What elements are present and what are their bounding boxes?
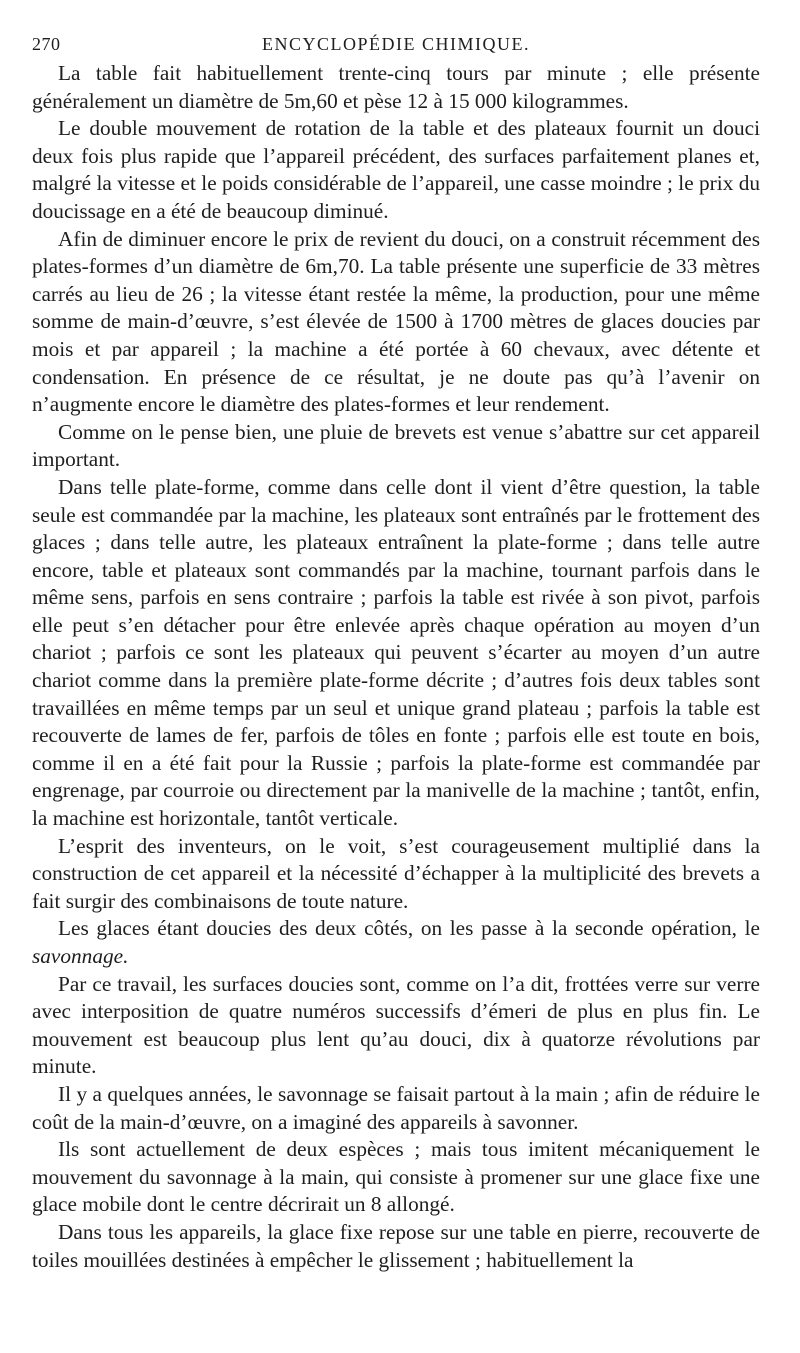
paragraph-savonnage-process: Par ce travail, les surfaces doucies sont, comme on l’a dit, frottées verre sur verre avec interposition de quatre numéros successifs d’émeri de plus en plus fin. Le mouvement est beaucoup plus lent qu’au douci, dix à quatorze révolutions par minute. [32, 971, 760, 1079]
paragraph-manual-savonnage: Il y a quelques années, le savonnage se faisait partout à la main ; afin de réduire le coût de la main-d’œuvre, on a imaginé des appareils à savonner. [32, 1081, 760, 1134]
running-title: ENCYCLOPÉDIE CHIMIQUE. [262, 34, 530, 54]
paragraph-platform-variants: Dans telle plate-forme, comme dans celle dont il vient d’être question, la table seule est commandée par la machine, les plateaux sont entraînés par le frottement des glaces ; dans telle autre, les plateaux entraînent la plate-forme ; dans telle autre encore, table et plateaux sont commandés par la machine, tournant parfois dans le même sens, parfois en sens contraire ; parfois la table est rivée à son pivot, parfois elle peut s’en détacher pour être enlevée après chaque opération au moyen d’un chariot ; parfois ce sont les plateaux qui peuvent s’écarter au moyen d’un autre chariot comme dans la première plate-forme décrite ; d’autres fois deux tables sont travaillées en même temps par un seul et unique grand plateau ; parfois la table est recouverte de lames de fer, parfois de tôles en fonte ; parfois elle est toute en bois, comme il en a été fait pour la Russie ; parfois la plate-forme est commandée par engrenage, par courroie ou directement par la manivelle de la machine ; tantôt, enfin, la machine est horizontale, tantôt verticale. [32, 474, 760, 831]
body-text [32, 60, 760, 1274]
paragraph-table-rotation: La table fait habituellement trente-cinq tours par minute ; elle présente généralement un diamètre de 5m,60 et pèse 12 à 15 000 kilogrammes. [32, 61, 760, 113]
page-number: 270 [32, 34, 61, 54]
paragraph-second-operation-text: Les glaces étant doucies des deux côtés, on les passe à la seconde opération, le [58, 916, 760, 941]
paragraph-inventors: L’esprit des inventeurs, on le voit, s’est courageusement multiplié dans la construction de cet appareil et la nécessité d’échapper à la multiplicité des brevets a fait surgir des combinaisons de toute nature. [32, 833, 760, 913]
paragraph-larger-platforms: Afin de diminuer encore le prix de revient du douci, on a construit récemment des plates-formes d’un diamètre de 6m,70. La table présente une superficie de 33 mètres carrés au lieu de 26 ; la vitesse étant restée la même, la production, pour une même somme de main-d’œuvre, s’est élevée de 1500 à 1700 mètres de glaces doucies par mois et par appareil ; la machine a été portée à 60 chevaux, avec détente et condensation. En présence de ce résultat, je ne doute pas qu’à l’avenir on n’augmente encore le diamètre des plates-formes et leur rendement. [32, 226, 760, 417]
paragraph-patents: Comme on le pense bien, une pluie de brevets est venue s’abattre sur cet appareil important. [32, 419, 760, 472]
paragraph-machine-types: Ils sont actuellement de deux espèces ; mais tous imitent mécaniquement le mouvement du savonnage à la main, qui consiste à promener sur une glace fixe une glace mobile dont le centre décrirait un 8 allongé. [32, 1137, 760, 1217]
paragraph-fixed-glass: Dans tous les appareils, la glace fixe repose sur une table en pierre, recouverte de toiles mouillées destinées à empêcher le glissement ; habituellement la [32, 1219, 760, 1272]
paragraph-double-movement: Le double mouvement de rotation de la table et des plateaux fournit un douci deux fois plus rapide que l’appareil précédent, des surfaces parfaitement planes et, malgré la vitesse et le poids considérable de l’appareil, une casse moindre ; le prix du doucissage en a été de beaucoup diminué. [32, 116, 760, 223]
book-page [32, 34, 760, 1274]
paragraph-second-operation [32, 915, 760, 970]
page-header [32, 34, 760, 60]
savonnage-term: savonnage. [32, 944, 129, 968]
